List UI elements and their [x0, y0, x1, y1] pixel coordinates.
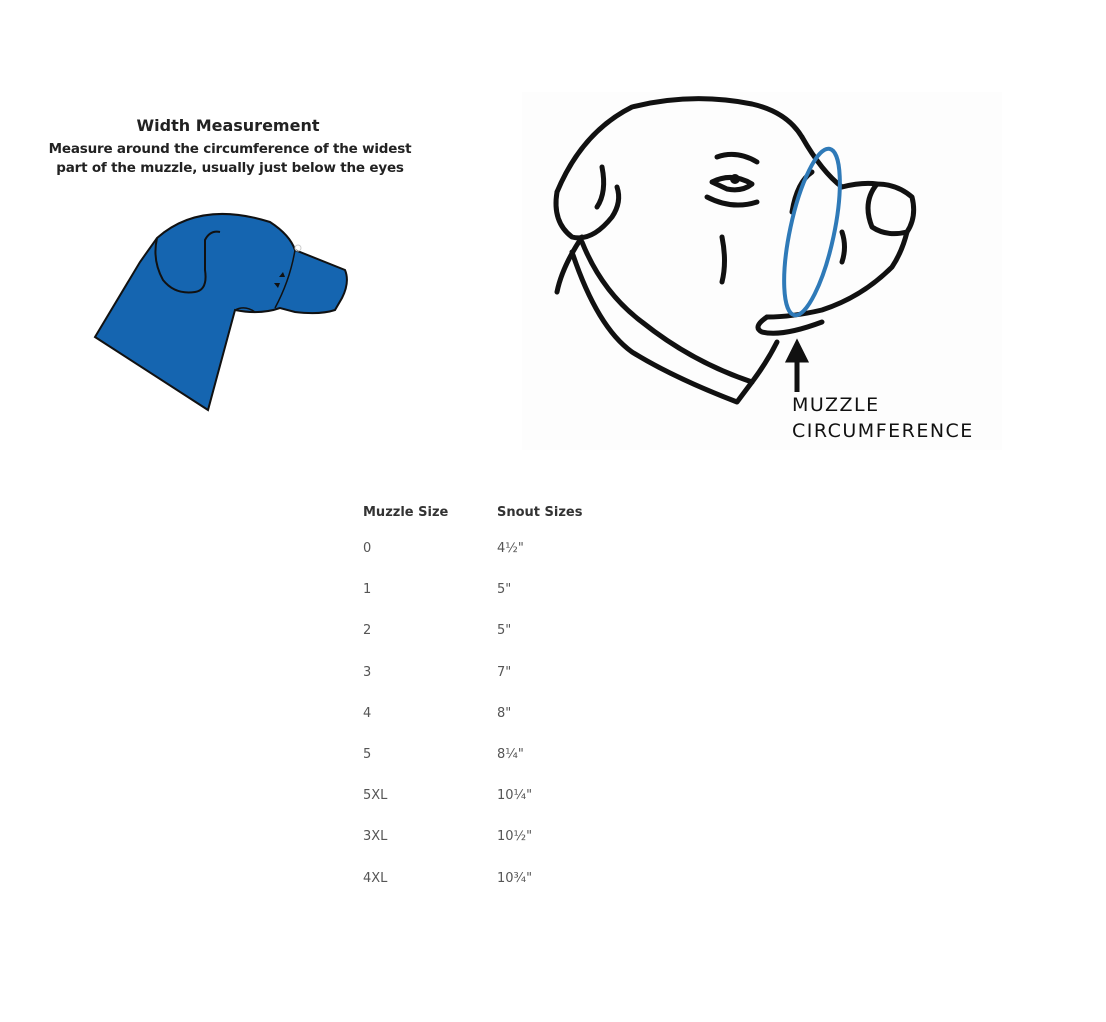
label-line-2: CIRCUMFERENCE: [792, 420, 974, 442]
snout-size-cell: 5": [497, 623, 512, 639]
table-row: [356, 610, 582, 651]
snout-size-cell: 8¼": [497, 747, 524, 763]
table-row: [356, 734, 582, 775]
width-measurement-title: Width Measurement: [136, 116, 320, 135]
muzzle-size-cell: 3: [363, 664, 372, 680]
muzzle-size-cell: 5XL: [363, 788, 388, 804]
snout-size-cell: 7": [497, 664, 512, 680]
table-row: [356, 569, 582, 610]
muzzle-size-cell: 4: [363, 705, 372, 721]
table-row: [356, 652, 582, 693]
snout-size-cell: 10¾": [497, 870, 533, 886]
header-snout-sizes: Snout Sizes: [497, 504, 583, 520]
table-row: [356, 858, 582, 899]
arrow-up-icon: [789, 344, 805, 392]
snout-size-cell: 4½": [497, 541, 524, 557]
muzzle-circumference-diagram: [522, 92, 1002, 450]
muzzle-size-cell: 2: [363, 623, 372, 639]
blue-dog-head-illustration: [80, 200, 380, 415]
size-table-body: [356, 528, 582, 899]
table-header-row: [356, 496, 582, 528]
snout-size-cell: 8": [497, 705, 512, 721]
muzzle-size-cell: 4XL: [363, 870, 388, 886]
muzzle-size-cell: 0: [363, 541, 372, 557]
snout-size-cell: 5": [497, 582, 512, 598]
muzzle-circumference-label: [792, 392, 974, 444]
size-table: [356, 496, 582, 899]
width-measurement-description: Measure around the circumference of the widest part of the muzzle, usually just below the eyes: [48, 141, 412, 176]
muzzle-size-cell: 1: [363, 582, 372, 598]
table-row: [356, 528, 582, 569]
snout-size-cell: 10½": [497, 829, 533, 845]
header-muzzle-size: Muzzle Size: [363, 504, 449, 520]
table-row: [356, 816, 582, 857]
table-row: [356, 775, 582, 816]
width-measurement-figure: [48, 110, 412, 420]
muzzle-size-cell: 3XL: [363, 829, 388, 845]
muzzle-size-cell: 5: [363, 747, 372, 763]
label-line-1: MUZZLE: [792, 394, 880, 416]
table-row: [356, 693, 582, 734]
snout-size-cell: 10¼": [497, 788, 533, 804]
